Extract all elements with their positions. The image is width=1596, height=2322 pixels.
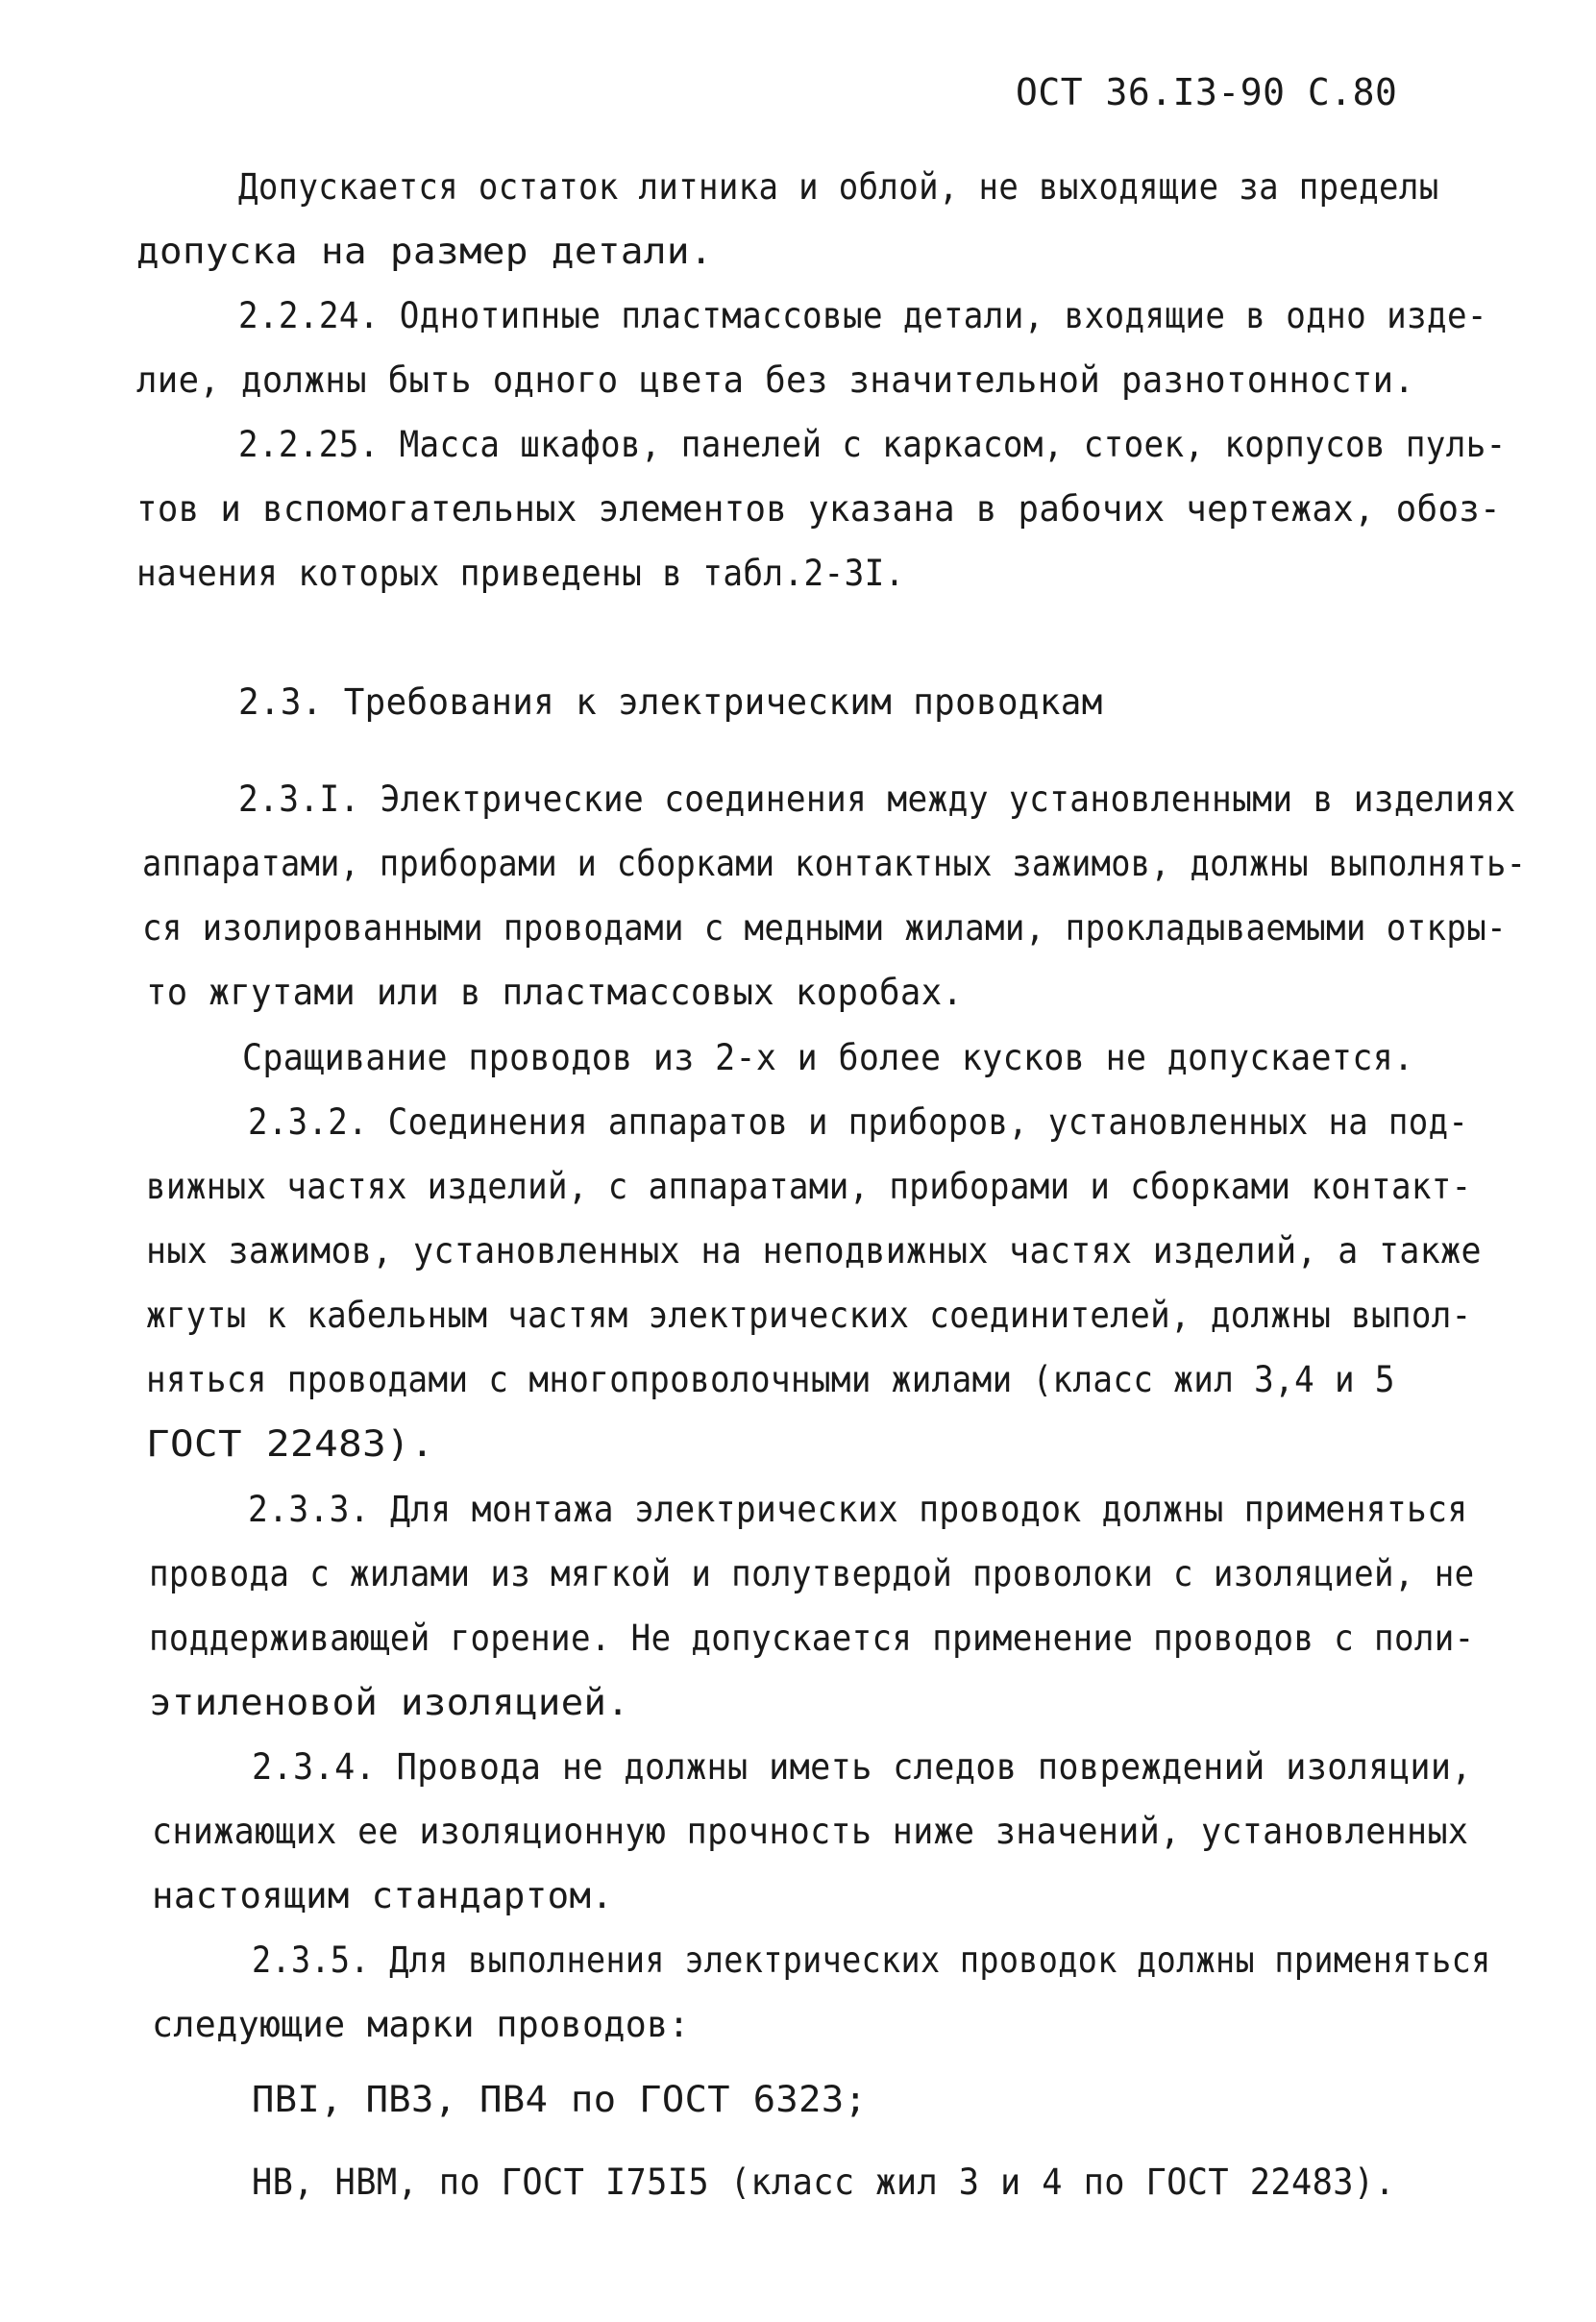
paragraph-line: ся изолированными проводами с медными жилами, прокладываемыми откры-: [142, 907, 1507, 949]
paragraph-line: следующие марки проводов:: [152, 2004, 690, 2045]
paragraph-line: 2.3.4. Провода не должны иметь следов повреждений изоляции,: [252, 1746, 1472, 1788]
paragraph-line: снижающих ее изоляционную прочность ниже значений, установленных: [152, 1811, 1469, 1852]
paragraph-line: 2.2.24. Однотипные пластмассовые детали, входящие в одно изде-: [238, 295, 1487, 336]
paragraph-line: начения которых приведены в табл.2-3I.: [136, 553, 905, 594]
paragraph-line: жгуты к кабельным частям электрических соединителей, должны выпол-: [146, 1295, 1472, 1336]
paragraph-line: вижных частях изделий, с аппаратами, приборами и сборками контакт-: [146, 1166, 1472, 1207]
paragraph-line: 2.3.5. Для выполнения электрических проводок должны применяться: [252, 1939, 1491, 1981]
paragraph-line: ных зажимов, установленных на неподвижных частях изделий, а также: [146, 1230, 1482, 1272]
paragraph-line: то жгутами или в пластмассовых коробах.: [146, 972, 964, 1013]
paragraph-line: провода с жилами из мягкой и полутвердой проволоки с изоляцией, не: [149, 1553, 1475, 1594]
paragraph-line: 2.3.3. Для монтажа электрических проводок должны применяться: [248, 1489, 1468, 1530]
paragraph-line: настоящим стандартом.: [152, 1875, 614, 1916]
paragraph-line: допуска на размер детали.: [136, 231, 713, 272]
wire-grade-list-item: ПВI, ПВ3, ПВ4 по ГОСТ 6323;: [252, 2079, 868, 2120]
wire-grade-list-item: НВ, НВМ, по ГОСТ I75I5 (класс жил 3 и 4 по ГОСТ 22483).: [252, 2161, 1396, 2203]
paragraph-line: няться проводами с многопроволочными жилами (класс жил 3,4 и 5: [146, 1359, 1395, 1400]
paragraph-line: Сращивание проводов из 2-х и более кусков не допускается.: [242, 1037, 1414, 1078]
paragraph-line: этиленовой изоляцией.: [149, 1682, 630, 1723]
paragraph-line: аппаратами, приборами и сборками контактных зажимов, должны выполнять-: [142, 843, 1527, 884]
document-reference: ОСТ 36.I3-90 С.80: [1016, 71, 1398, 113]
paragraph-line: лие, должны быть одного цвета без значительной разнотонности.: [136, 359, 1415, 401]
paragraph-line: 2.3.I. Электрические соединения между установленными в изделиях: [238, 778, 1516, 820]
paragraph-line: ГОСТ 22483).: [146, 1423, 435, 1465]
section-heading: 2.3. Требования к электрическим проводкам: [238, 681, 1103, 723]
paragraph-line: 2.2.25. Масса шкафов, панелей с каркасом, стоек, корпусов пуль-: [238, 424, 1507, 465]
paragraph-line: Допускается остаток литника и облой, не выходящие за пределы: [238, 166, 1439, 208]
paragraph-line: поддерживающей горение. Не допускается применение проводов с поли-: [149, 1618, 1475, 1659]
paragraph-line: тов и вспомогательных элементов указана в рабочих чертежах, обоз-: [136, 488, 1501, 530]
paragraph-line: 2.3.2. Соединения аппаратов и приборов, установленных на под-: [248, 1101, 1469, 1143]
